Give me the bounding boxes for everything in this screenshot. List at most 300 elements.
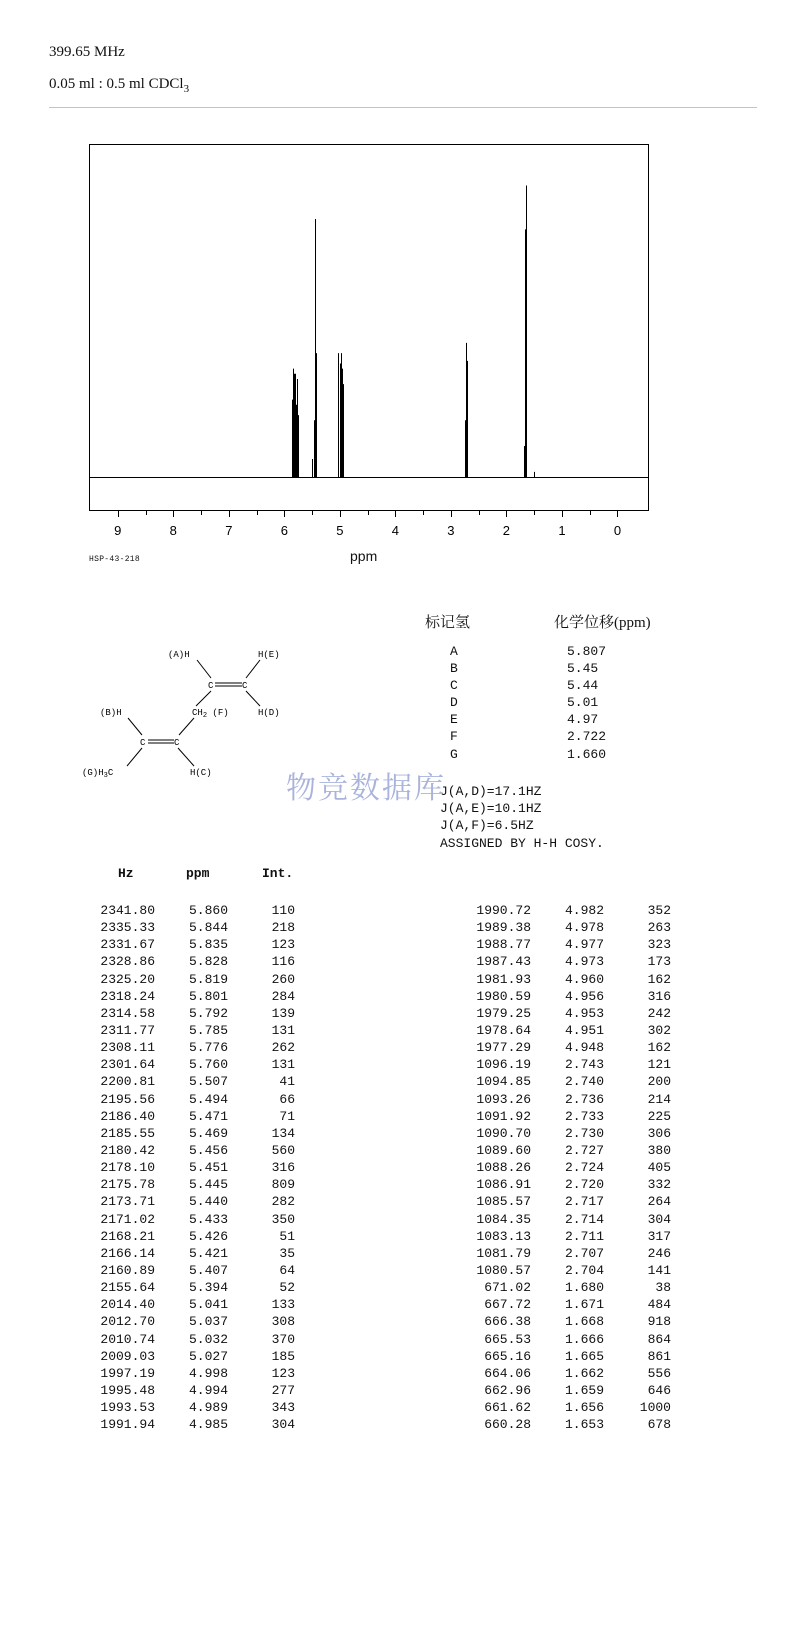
hz-value: 1980.59 (476, 988, 531, 1004)
intensity-value: 214 (647, 1091, 671, 1107)
intensity-value: 316 (271, 1160, 295, 1176)
ppm-value: 4.953 (564, 1005, 604, 1021)
table-row (461, 919, 671, 936)
table-row (85, 988, 295, 1005)
table-row (85, 1056, 295, 1073)
ppm-value: 5.032 (188, 1331, 228, 1347)
intensity-value: 262 (271, 1040, 295, 1056)
hz-value: 1990.72 (476, 903, 531, 918)
col-header-ppm: ppm (186, 866, 210, 881)
ppm-value: 1.680 (564, 1280, 604, 1296)
intensity-value: 139 (271, 1005, 295, 1021)
peak-group (293, 185, 535, 477)
intensity-value: 51 (279, 1228, 295, 1244)
ppm-value: 4.977 (564, 937, 604, 953)
intensity-value: 52 (279, 1280, 295, 1296)
table-row (85, 919, 295, 936)
intensity-value: 116 (271, 954, 295, 970)
intensity-value: 306 (647, 1125, 671, 1141)
hz-value: 1091.92 (476, 1108, 531, 1124)
intensity-value: 380 (647, 1142, 671, 1158)
table-row (85, 902, 295, 919)
table-row (461, 1176, 671, 1193)
table-row (85, 1176, 295, 1193)
hz-value: 666.38 (484, 1314, 531, 1330)
peak-table-left (85, 902, 295, 1433)
hz-value: 2335.33 (100, 920, 155, 936)
ppm-value: 4.978 (564, 920, 604, 936)
hz-value: 2318.24 (100, 988, 155, 1004)
intensity-value: 218 (271, 920, 295, 936)
ppm-value: 2.730 (564, 1125, 604, 1141)
table-row (461, 1005, 671, 1022)
hz-value: 2166.14 (100, 1245, 155, 1261)
ppm-value: 5.407 (188, 1262, 228, 1278)
intensity-value: 560 (271, 1142, 295, 1158)
hz-value: 667.72 (484, 1297, 531, 1313)
hz-value: 664.06 (484, 1365, 531, 1381)
proton-label: D (450, 695, 458, 711)
header-divider (49, 107, 757, 108)
ppm-value: 5.469 (188, 1125, 228, 1141)
hz-value: 1989.38 (476, 920, 531, 936)
assignment-row (450, 643, 606, 660)
hz-value: 1979.25 (476, 1005, 531, 1021)
table-row (461, 1211, 671, 1228)
ch2-f-label: (F) (207, 708, 229, 718)
hz-value: 2328.86 (100, 954, 155, 970)
x-tick-label: 7 (225, 523, 233, 538)
table-row (461, 1262, 671, 1279)
g-subscript: 3 (103, 772, 108, 780)
hz-value: 2014.40 (100, 1297, 155, 1313)
bond-c2-d (246, 691, 260, 706)
intensity-value: 343 (271, 1400, 295, 1416)
ppm-value: 4.989 (188, 1400, 228, 1416)
intensity-value: 185 (271, 1348, 295, 1364)
ppm-value: 2.714 (564, 1211, 604, 1227)
ppm-value: 5.456 (188, 1142, 228, 1158)
table-row (85, 1365, 295, 1382)
ppm-value: 5.027 (188, 1348, 228, 1364)
table-row (85, 1382, 295, 1399)
table-row (461, 1073, 671, 1090)
ppm-value: 1.662 (564, 1365, 604, 1381)
ch2-subscript: 2 (202, 712, 208, 720)
hz-value: 1096.19 (476, 1057, 531, 1073)
hz-value: 665.16 (484, 1348, 531, 1364)
table-row (461, 1108, 671, 1125)
ppm-value: 4.998 (188, 1365, 228, 1381)
intensity-value: 316 (647, 988, 671, 1004)
atom-label-A: (A)H (168, 650, 190, 660)
g-text: (G)H (82, 768, 104, 778)
bond-c4-c (178, 748, 194, 766)
assignment-row (450, 694, 606, 711)
proton-label: C (450, 678, 458, 694)
table-row (461, 1159, 671, 1176)
hz-value: 2325.20 (100, 971, 155, 987)
ppm-value: 5.421 (188, 1245, 228, 1261)
x-axis-label: ppm (350, 548, 378, 564)
hz-value: 661.62 (484, 1400, 531, 1416)
hz-value: 1977.29 (476, 1040, 531, 1056)
ppm-value: 5.394 (188, 1280, 228, 1296)
table-row (461, 1142, 671, 1159)
x-tick-label: 4 (391, 523, 399, 538)
assignment-method: ASSIGNED BY H-H COSY. (440, 835, 604, 851)
intensity-value: 304 (271, 1417, 295, 1433)
ppm-value: 4.960 (564, 971, 604, 987)
spectrum-frame (90, 145, 649, 511)
table-row (461, 1365, 671, 1382)
bond-a-c1 (197, 660, 211, 678)
ppm-value: 2.733 (564, 1108, 604, 1124)
atom-label-C: H(C) (190, 768, 212, 778)
ppm-value: 5.785 (188, 1022, 228, 1038)
peak-table-right (461, 902, 671, 1433)
x-tick-label: 2 (502, 523, 511, 538)
ppm-value: 4.951 (564, 1022, 604, 1038)
hz-value: 1088.26 (476, 1160, 531, 1176)
table-row (461, 971, 671, 988)
x-tick-label: 9 (114, 523, 122, 538)
proton-label: G (450, 746, 458, 762)
table-row (461, 988, 671, 1005)
hz-value: 1083.13 (476, 1228, 531, 1244)
intensity-value: 131 (271, 1022, 295, 1038)
intensity-value: 260 (271, 971, 295, 987)
proton-shift: 5.01 (567, 695, 599, 711)
table-row (461, 1416, 671, 1433)
intensity-value: 284 (271, 988, 295, 1004)
ppm-value: 5.451 (188, 1160, 228, 1176)
intensity-value: 242 (647, 1005, 671, 1021)
intensity-value: 277 (271, 1382, 295, 1398)
hz-value: 2341.80 (100, 903, 155, 918)
atom-label-G (82, 768, 114, 780)
assignment-shift-header: 化学位移(ppm) (554, 615, 651, 631)
atom-c3: C (140, 738, 146, 748)
hz-value: 2200.81 (100, 1074, 155, 1090)
table-row (461, 1348, 671, 1365)
proton-label: F (450, 729, 458, 745)
hz-value: 2173.71 (100, 1194, 155, 1210)
ppm-value: 5.440 (188, 1194, 228, 1210)
bond-ch2-c4 (179, 718, 194, 735)
assignment-row (450, 711, 606, 728)
intensity-value: 918 (647, 1314, 671, 1330)
table-row (461, 1125, 671, 1142)
table-row (85, 1331, 295, 1348)
hz-value: 2185.55 (100, 1125, 155, 1141)
proton-shift: 1.660 (567, 746, 607, 762)
table-row (85, 936, 295, 953)
atom-label-B: (B)H (100, 708, 122, 718)
hz-value: 665.53 (484, 1331, 531, 1347)
ppm-value: 5.037 (188, 1314, 228, 1330)
table-row (461, 1296, 671, 1313)
hz-value: 2195.56 (100, 1091, 155, 1107)
ppm-value: 1.666 (564, 1331, 604, 1347)
ppm-value: 5.426 (188, 1228, 228, 1244)
intensity-value: 370 (271, 1331, 295, 1347)
hz-value: 1995.48 (100, 1382, 155, 1398)
hz-value: 2175.78 (100, 1177, 155, 1193)
atom-label-ch2 (192, 708, 229, 720)
ppm-value: 2.717 (564, 1194, 604, 1210)
assignment-row (450, 677, 606, 694)
table-row (85, 1005, 295, 1022)
table-row (85, 1022, 295, 1039)
intensity-value: 173 (647, 954, 671, 970)
intensity-value: 71 (279, 1108, 295, 1124)
ppm-value: 1.656 (564, 1400, 604, 1416)
intensity-value: 317 (647, 1228, 671, 1244)
ppm-value: 5.844 (188, 920, 228, 936)
ppm-value: 2.724 (564, 1160, 604, 1176)
bond-b-c3 (128, 718, 142, 735)
ppm-value: 5.801 (188, 988, 228, 1004)
x-axis-tick-labels (114, 523, 621, 538)
intensity-value: 35 (279, 1245, 295, 1261)
proton-shift: 4.97 (567, 712, 599, 728)
x-tick-label: 8 (169, 523, 177, 538)
intensity-value: 66 (279, 1091, 295, 1107)
x-axis-ticks (119, 511, 618, 517)
ppm-value: 1.653 (564, 1417, 604, 1433)
table-row (85, 1193, 295, 1210)
table-row (461, 953, 671, 970)
intensity-value: 141 (647, 1262, 671, 1278)
ppm-value: 5.433 (188, 1211, 228, 1227)
ppm-value: 2.704 (564, 1262, 604, 1278)
intensity-value: 323 (647, 937, 671, 953)
watermark: 物竞数据库 (286, 772, 446, 805)
table-row (85, 1073, 295, 1090)
molecule-structure (78, 640, 318, 790)
assignment-list (450, 643, 606, 763)
coupling-line: J(A,E)=10.1HZ (440, 801, 542, 817)
table-row (461, 1091, 671, 1108)
intensity-value: 123 (271, 1365, 295, 1381)
intensity-value: 282 (271, 1194, 295, 1210)
ppm-value: 4.982 (564, 903, 604, 918)
intensity-value: 110 (271, 903, 295, 918)
proton-label: B (450, 661, 458, 677)
spectrometer-frequency: 399.65 MHz (49, 44, 125, 60)
hz-value: 1987.43 (476, 954, 531, 970)
g-carbon: C (107, 768, 114, 778)
x-tick-label: 3 (447, 523, 455, 538)
intensity-value: 405 (647, 1160, 671, 1176)
coupling-constants (440, 783, 604, 852)
ppm-value: 2.727 (564, 1142, 604, 1158)
intensity-value: 162 (647, 971, 671, 987)
intensity-value: 556 (647, 1365, 671, 1381)
hz-value: 1993.53 (100, 1400, 155, 1416)
intensity-value: 352 (647, 903, 671, 918)
hz-value: 1081.79 (476, 1245, 531, 1261)
col-header-int: Int. (262, 866, 294, 881)
coupling-line: J(A,F)=6.5HZ (440, 818, 534, 834)
hz-value: 1997.19 (100, 1365, 155, 1381)
ppm-value: 5.760 (188, 1057, 228, 1073)
table-row (85, 1159, 295, 1176)
ppm-value: 2.711 (564, 1228, 604, 1244)
intensity-value: 646 (647, 1382, 671, 1398)
ppm-value: 2.720 (564, 1177, 604, 1193)
intensity-value: 350 (271, 1211, 295, 1227)
intensity-value: 304 (647, 1211, 671, 1227)
table-row (85, 1228, 295, 1245)
intensity-value: 264 (647, 1194, 671, 1210)
table-row (85, 1142, 295, 1159)
col-header-hz: Hz (118, 866, 134, 881)
table-row (85, 1262, 295, 1279)
ppm-value: 2.740 (564, 1074, 604, 1090)
sample-subscript: 3 (183, 83, 190, 95)
hz-value: 1084.35 (476, 1211, 531, 1227)
ch2-text: CH (192, 708, 203, 718)
bond-c3-g (127, 748, 142, 766)
intensity-value: 308 (271, 1314, 295, 1330)
table-row (461, 936, 671, 953)
x-tick-label: 5 (336, 523, 344, 538)
table-row (85, 1296, 295, 1313)
hz-value: 2311.77 (100, 1022, 155, 1038)
intensity-value: 225 (647, 1108, 671, 1124)
hz-value: 2180.42 (100, 1142, 155, 1158)
ppm-value: 5.494 (188, 1091, 228, 1107)
table-row (461, 1279, 671, 1296)
ppm-value: 4.956 (564, 988, 604, 1004)
table-row (85, 1416, 295, 1433)
intensity-value: 484 (647, 1297, 671, 1313)
intensity-value: 678 (647, 1417, 671, 1433)
table-row (85, 1039, 295, 1056)
ppm-value: 4.973 (564, 954, 604, 970)
ppm-value: 5.776 (188, 1040, 228, 1056)
hz-value: 671.02 (484, 1280, 531, 1296)
x-tick-label: 6 (280, 523, 288, 538)
ppm-value: 5.507 (188, 1074, 228, 1090)
atom-c1: C (208, 681, 214, 691)
assignment-row (450, 746, 606, 763)
ppm-value: 5.835 (188, 937, 228, 953)
ppm-value: 5.445 (188, 1177, 228, 1193)
proton-label: E (450, 712, 458, 728)
ppm-value: 5.792 (188, 1005, 228, 1021)
ppm-value: 1.668 (564, 1314, 604, 1330)
table-row (85, 1091, 295, 1108)
hz-value: 1093.26 (476, 1091, 531, 1107)
table-row (461, 902, 671, 919)
intensity-value: 162 (647, 1040, 671, 1056)
table-row (85, 1279, 295, 1296)
table-row (85, 1211, 295, 1228)
intensity-value: 41 (279, 1074, 295, 1090)
hz-value: 2009.03 (100, 1348, 155, 1364)
atom-label-D: H(D) (258, 708, 280, 718)
intensity-value: 1000 (639, 1400, 671, 1416)
intensity-value: 131 (271, 1057, 295, 1073)
table-row (461, 1245, 671, 1262)
hz-value: 2331.67 (100, 937, 155, 953)
bond-e-c2 (246, 660, 260, 678)
hz-value: 2168.21 (100, 1228, 155, 1244)
table-row (461, 1193, 671, 1210)
intensity-value: 302 (647, 1022, 671, 1038)
hz-value: 1981.93 (476, 971, 531, 987)
table-row (85, 1108, 295, 1125)
proton-shift: 2.722 (567, 729, 607, 745)
hz-value: 1094.85 (476, 1074, 531, 1090)
intensity-value: 133 (271, 1297, 295, 1313)
proton-label: A (450, 644, 458, 659)
intensity-value: 246 (647, 1245, 671, 1261)
atom-label-E: H(E) (258, 650, 280, 660)
hz-value: 2308.11 (100, 1040, 155, 1056)
table-row (85, 1399, 295, 1416)
ppm-value: 2.736 (564, 1091, 604, 1107)
hz-value: 1991.94 (100, 1417, 155, 1433)
hz-value: 1080.57 (476, 1262, 531, 1278)
hz-value: 2314.58 (100, 1005, 155, 1021)
hz-value: 2010.74 (100, 1331, 155, 1347)
hz-value: 2178.10 (100, 1160, 155, 1176)
hz-value: 1090.70 (476, 1125, 531, 1141)
hz-value: 660.28 (484, 1417, 531, 1433)
x-tick-label: 0 (613, 523, 622, 538)
intensity-value: 332 (647, 1177, 671, 1193)
ppm-value: 1.659 (564, 1382, 604, 1398)
table-row (461, 1056, 671, 1073)
hz-value: 1086.91 (476, 1177, 531, 1193)
table-row (85, 1313, 295, 1330)
hz-value: 1089.60 (476, 1142, 531, 1158)
bond-c1-ch2 (196, 691, 211, 706)
ppm-value: 2.743 (564, 1057, 604, 1073)
intensity-value: 861 (647, 1348, 671, 1364)
intensity-value: 64 (279, 1262, 295, 1278)
hz-value: 1085.57 (476, 1194, 531, 1210)
intensity-value: 38 (655, 1280, 671, 1296)
table-row (85, 953, 295, 970)
table-row (85, 1348, 295, 1365)
assignment-label-header: 标记氢 (425, 615, 471, 631)
hz-value: 2160.89 (100, 1262, 155, 1278)
table-row (461, 1228, 671, 1245)
ppm-value: 5.828 (188, 954, 228, 970)
hz-value: 2186.40 (100, 1108, 155, 1124)
hz-value: 2171.02 (100, 1211, 155, 1227)
nmr-spectrum (80, 136, 680, 542)
table-row (461, 1331, 671, 1348)
table-row (461, 1399, 671, 1416)
hz-value: 1978.64 (476, 1022, 531, 1038)
atom-c2: C (242, 681, 248, 691)
ppm-value: 4.948 (564, 1040, 604, 1056)
sample-condition-text: 0.05 ml : 0.5 ml CDCl (49, 76, 184, 92)
x-tick-label: 1 (558, 523, 566, 538)
table-row (461, 1022, 671, 1039)
ppm-value: 4.994 (188, 1382, 228, 1398)
intensity-value: 134 (271, 1125, 295, 1141)
hz-value: 662.96 (484, 1382, 531, 1398)
hz-value: 2012.70 (100, 1314, 155, 1330)
ppm-value: 1.665 (564, 1348, 604, 1364)
